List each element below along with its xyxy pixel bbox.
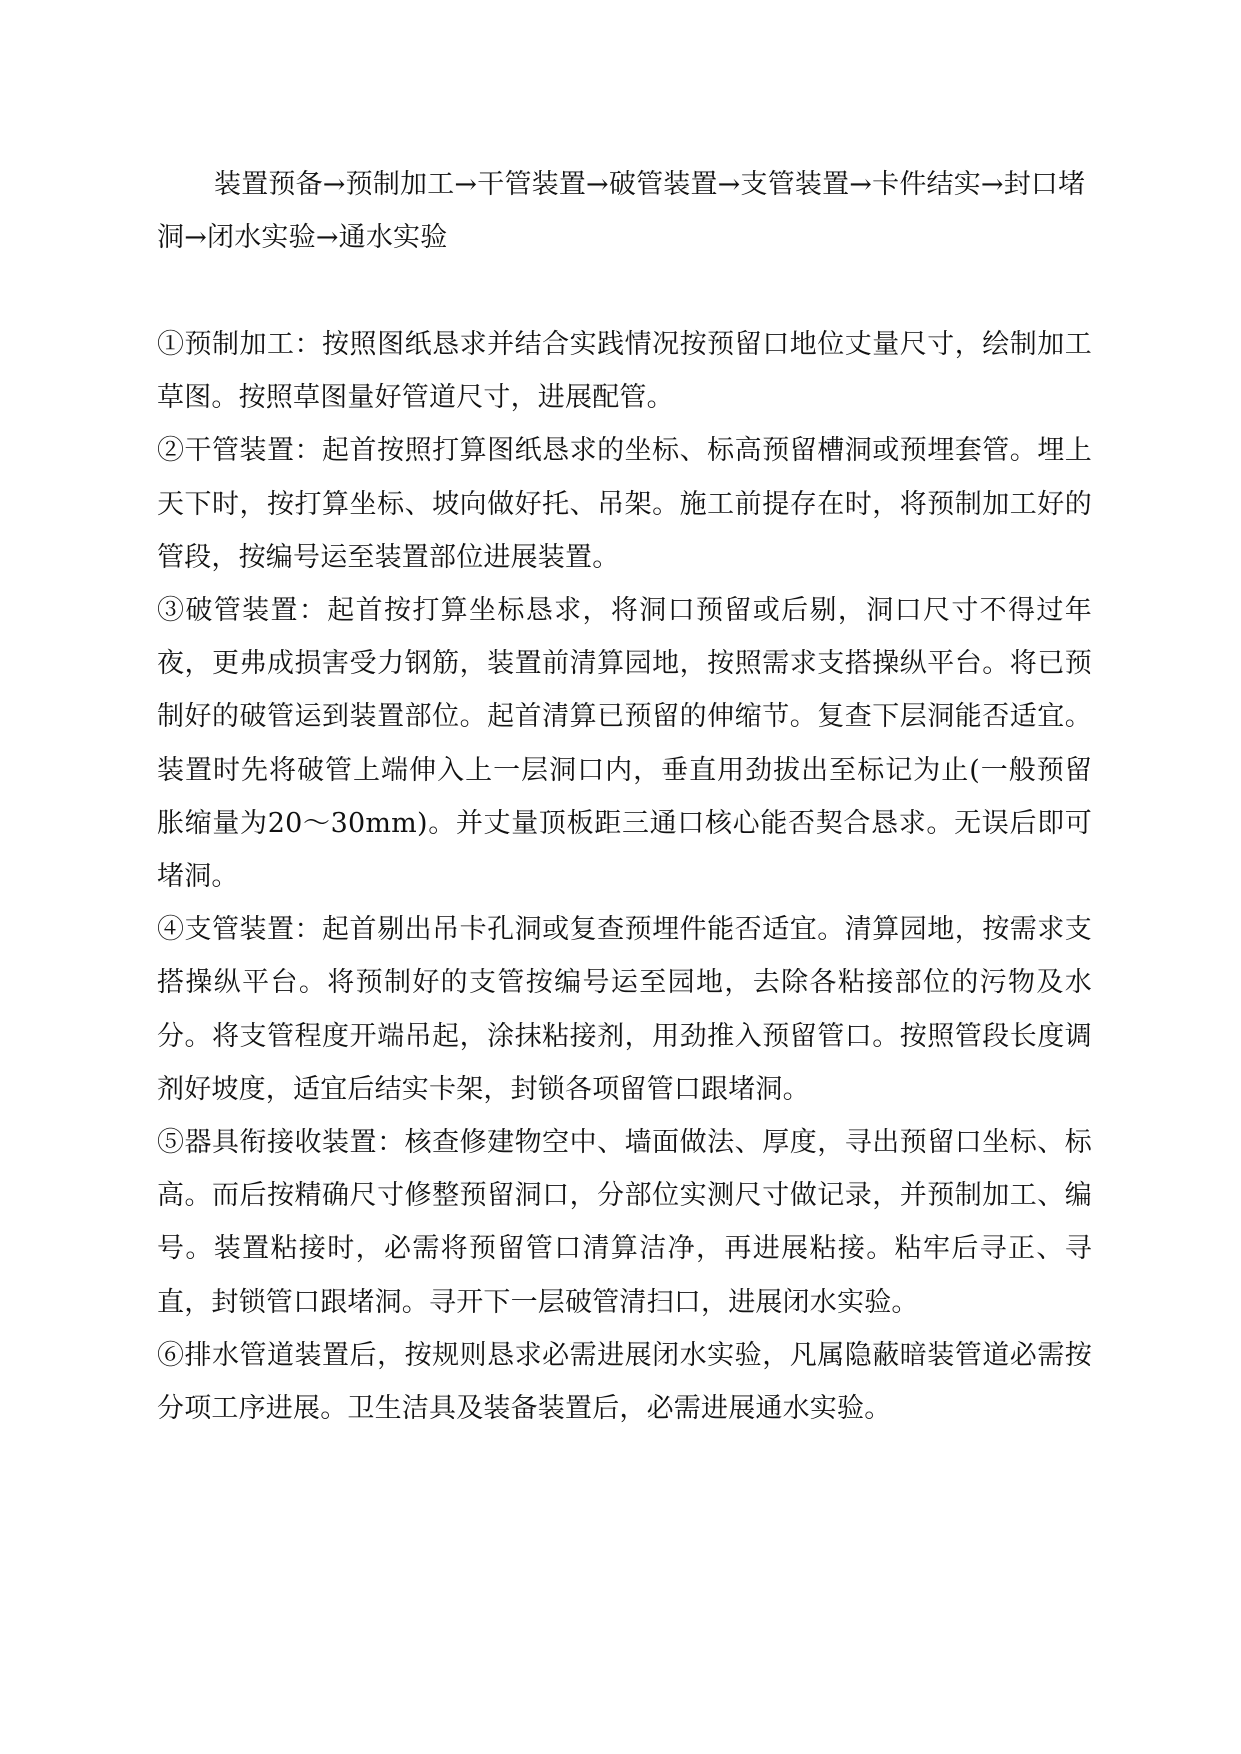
step-fixture-connection: ⑤器具衔接收装置：核查修建物空中、墙面做法、厚度，寻出预留口坐标、标高。而后按精确尺寸修整预留洞口，分部位实测尺寸做记录，并预制加工、编号。装置粘接时，必需将预留管口清算洁净，再进展粘接。粘牢后寻正、寻直，封锁管口跟堵洞。寻开下一层破管清扫口，进展闭水实验。 <box>157 1127 1092 1318</box>
procedure-steps <box>157 318 1092 1435</box>
step-riser-installation: ③破管装置：起首按打算坐标恳求，将洞口预留或后剔，洞口尺寸不得过年夜，更弗成损害受力钢筋，装置前清算园地，按照需求支搭操纵平台。将已预制好的破管运到装置部位。起首清算已预留的伸缩节。复查下层洞能否适宜。装置时先将破管上端伸入上一层洞口内，垂直用劲拔出至标记为止(一般预留胀缩量为20～30mm)。并丈量顶板距三通口核心能否契合恳求。无误后即可堵洞。 <box>157 595 1092 893</box>
step-drainage-testing: ⑥排水管道装置后，按规则恳求必需进展闭水实验，凡属隐蔽暗装管道必需按分项工序进展。卫生洁具及装备装置后，必需进展通水实验。 <box>157 1339 1092 1425</box>
step-branch-pipe-installation: ④支管装置：起首剔出吊卡孔洞或复查预埋件能否适宜。清算园地，按需求支搭操纵平台。将预制好的支管按编号运至园地，去除各粘接部位的污物及水分。将支管程度开端吊起，涂抹粘接剂，用劲推入预留管口。按照管段长度调剂好坡度，适宜后结实卡架，封锁各项留管口跟堵洞。 <box>157 914 1092 1105</box>
step-main-pipe-installation: ②干管装置：起首按照打算图纸恳求的坐标、标高预留槽洞或预埋套管。埋上天下时，按打算坐标、坡向做好托、吊架。施工前提存在时，将预制加工好的管段，按编号运至装置部位进展装置。 <box>157 435 1092 573</box>
step-prefabrication: ①预制加工：按照图纸恳求并结合实践情况按预留口地位丈量尺寸，绘制加工草图。按照草图量好管道尺寸，进展配管。 <box>157 329 1092 414</box>
process-flow-paragraph: 装置预备→预制加工→干管装置→破管装置→支管装置→卡件结实→封口堵洞→闭水实验→通水实验 <box>157 169 1086 253</box>
